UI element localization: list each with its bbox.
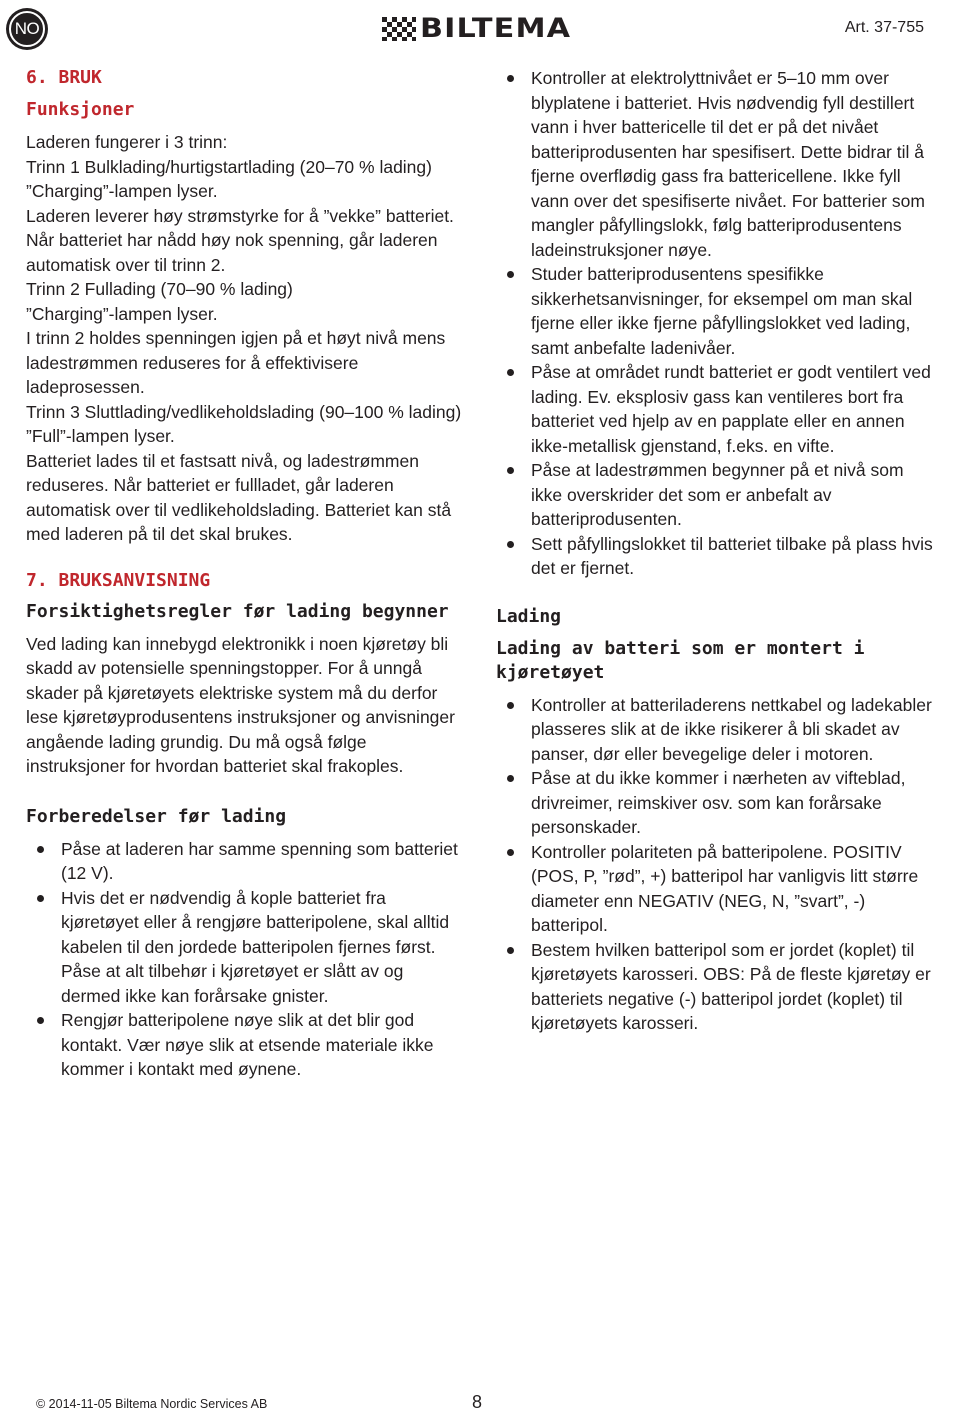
preparation-list	[26, 837, 466, 1082]
paragraph: Trinn 1 Bulklading/hurtigstartlading (20–70 % lading)	[26, 156, 432, 177]
logo-wordmark: BILTEMA	[420, 13, 572, 44]
precautions-heading: Forsiktighetsregler før lading begynner	[26, 600, 449, 622]
list-item: Kontroller at elektrolyttnivået er 5–10 mm over blyplatene i batteriet. Hvis nødvendig fyll destillert vann i hver battericelle til det er på det nivået batteriprodusenten har spesifisert. Dette bidrar til å fjerne overflødig gass fra battericellene. Ikke fyll vann over det spesifiserte nivået. For batterier som mangler påfyllingslokk, følg batteriprodusentens ladeinstruksjoner nøye.	[496, 66, 936, 262]
lading-heading: Lading	[496, 605, 562, 627]
list-item: Påse at ladestrømmen begynner på et nivå som ikke overskrider det som er anbefalt av batteriprodusenten.	[496, 458, 936, 532]
section-6-title: 6. BRUK	[26, 67, 102, 88]
paragraph: ”Charging”-lampen lyser.	[26, 303, 218, 324]
list-item: Hvis det er nødvendig å kople batteriet fra kjøretøyet eller å rengjøre batteripolene, skal alltid kabelen til den jordede batteripolen fjernes først. Påse at alt tilbehør i kjøretøyet er slått av og dermed ikke kan forårsake gnister.	[26, 886, 466, 1009]
page-number: 8	[472, 1392, 483, 1412]
funksjoner-heading: Funksjoner	[26, 99, 135, 120]
language-code: NO	[9, 11, 45, 47]
mounted-battery-list	[496, 693, 936, 1036]
language-badge	[6, 8, 48, 50]
precautions-paragraph: Ved lading kan innebygd elektronikk i noen kjøretøy bli skadd av potensielle spenningstopper. For å unngå skader på kjøretøyets elektriske system må du derfor lese kjøretøyprodusentens instruksjoner og anvisninger angående lading grundig. Du må også følge instruksjoner for hvordan batteriet skal frakoples.	[26, 633, 455, 776]
paragraph: ”Full”-lampen lyser.	[26, 426, 175, 446]
list-item: Sett påfyllingslokket til batteriet tilbake på plass hvis det er fjernet.	[496, 532, 936, 581]
paragraph: Laderen leverer høy strømstyrke for å ”vekke” batteriet. Når batteriet har nådd høy nok spenning, går laderen automatisk over til trinn 2.	[26, 205, 454, 275]
copyright-notice: © 2014-11-05 Biltema Nordic Services AB	[36, 1397, 268, 1411]
list-item: Studer batteriprodusentens spesifikke sikkerhetsanvisninger, for eksempel om man skal fjerne eller ikke fjerne påfyllingslokket ved lading, samt anbefalte ladenivåer.	[496, 262, 936, 360]
mounted-battery-heading: Lading av batteri som er montert i kjøretøyet	[496, 637, 865, 683]
preparation-heading: Forberedelser før lading	[26, 805, 287, 827]
list-item: Påse at laderen har samme spenning som batteriet (12 V).	[26, 837, 466, 886]
list-item: Påse at du ikke kommer i nærheten av vifteblad, drivreimer, reimskiver osv. som kan forårsake personskader.	[496, 766, 936, 840]
list-item: Kontroller at batteriladerens nettkabel og ladekabler plasseres slik at de ikke risikerer å bli skadet av panser, dør eller bevegelige deler i motoren.	[496, 693, 936, 767]
paragraph: Trinn 3 Sluttlading/vedlikeholdslading (90–100 % lading)	[26, 401, 462, 422]
list-item: Rengjør batteripolene nøye slik at det blir god kontakt. Vær nøye slik at etsende materiale ikke kommer i kontakt med øynene.	[26, 1008, 466, 1082]
right-column	[496, 66, 936, 1036]
paragraph: Batteriet lades til et fastsatt nivå, og ladestrømmen reduseres. Når batteriet er fullladet, går laderen automatisk over til vedlikeholdslading. Batteriet kan stå med laderen på til det skal brukes.	[26, 450, 452, 544]
preparation-list-continued	[496, 66, 936, 581]
list-item: Påse at området rundt batteriet er godt ventilert ved lading. Ev. eksplosiv gass kan ventileres bort fra batteriet ved hjelp av en papplate eller en annen ikke-metallisk gjenstand, f.eks. en vifte.	[496, 360, 936, 458]
paragraph: Trinn 2 Fullading (70–90 % lading)	[26, 279, 293, 299]
page-header	[0, 0, 960, 60]
checkered-flag-icon	[382, 17, 416, 41]
biltema-logo	[382, 13, 572, 44]
paragraph: ”Charging”-lampen lyser.	[26, 181, 218, 201]
funksjoner-text	[26, 130, 466, 547]
list-item: Kontroller polariteten på batteripolene. POSITIV (POS, P, ”rød”, +) batteripol har vanligvis litt større diameter enn NEGATIV (NEG, N, ”svart”, -) batteripol.	[496, 840, 936, 938]
paragraph: I trinn 2 holdes spenningen igjen på et høyt nivå mens ladestrømmen reduseres for å effektivisere ladeprosessen.	[26, 328, 446, 397]
list-item: Bestem hvilken batteripol som er jordet (koplet) til kjøretøyets karosseri. OBS: På de fleste kjøretøy er batteriets negative (-) batteripol jordet (koplet) til kjøretøyets karosseri.	[496, 938, 936, 1036]
section-7-title: 7. BRUKSANVISNING	[26, 569, 211, 591]
left-column	[26, 66, 466, 1082]
article-number: Art. 37-755	[844, 19, 924, 36]
paragraph: Laderen fungerer i 3 trinn:	[26, 132, 228, 152]
